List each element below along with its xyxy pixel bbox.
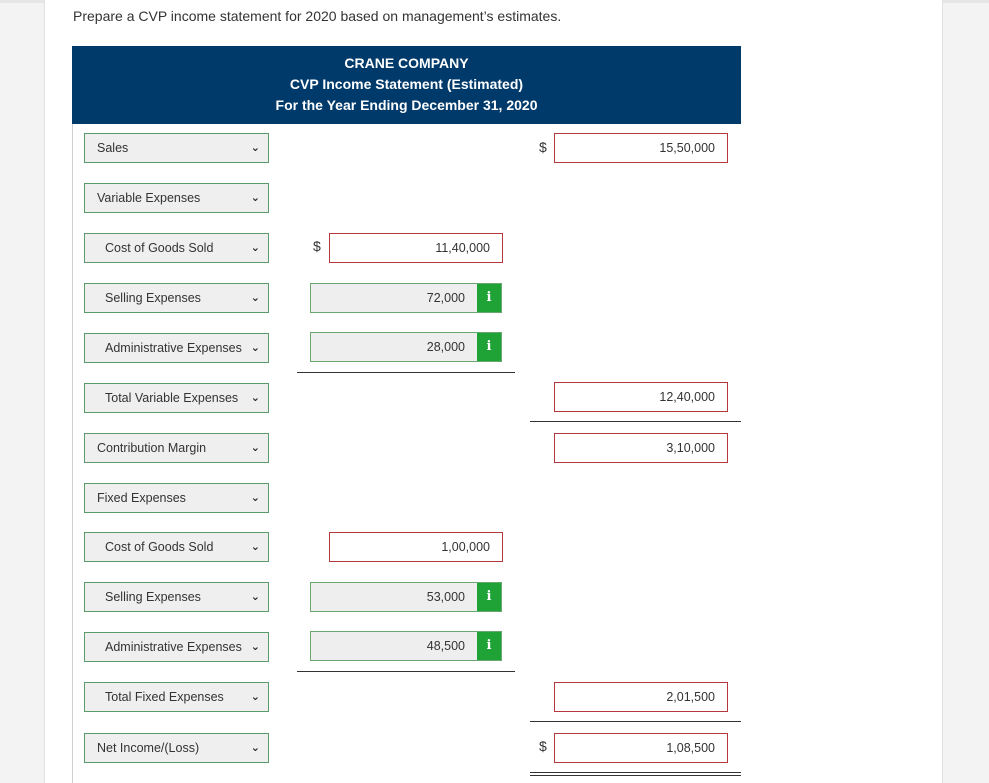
contribution-margin-amount-input[interactable]: 3,10,000 — [554, 433, 728, 463]
total-variable-amount-input[interactable]: 12,40,000 — [554, 382, 728, 412]
info-icon[interactable]: i — [477, 333, 501, 361]
total-underline — [530, 721, 741, 722]
total-variable-label: Total Variable Expenses — [105, 391, 239, 405]
company-name: CRANE COMPANY — [344, 55, 469, 71]
dollar-sign: $ — [539, 139, 547, 155]
double-underline-top — [530, 772, 741, 773]
info-icon[interactable]: i — [477, 583, 501, 611]
chevron-down-icon: ⌄ — [250, 492, 260, 504]
chevron-down-icon: ⌄ — [250, 691, 260, 703]
chevron-down-icon: ⌄ — [250, 742, 260, 754]
chevron-down-icon: ⌄ — [250, 392, 260, 404]
fixed-expenses-label: Fixed Expenses — [97, 491, 186, 505]
chevron-down-icon: ⌄ — [250, 541, 260, 553]
var-selling-label: Selling Expenses — [105, 291, 201, 305]
chevron-down-icon: ⌄ — [250, 591, 260, 603]
var-selling-amount-input[interactable] — [310, 283, 502, 313]
statement-header — [72, 46, 741, 124]
var-cogs-select[interactable] — [84, 233, 269, 263]
fix-admin-select[interactable] — [84, 632, 269, 662]
chevron-down-icon: ⌄ — [250, 292, 260, 304]
var-admin-label: Administrative Expenses — [105, 341, 242, 355]
instruction-text: Prepare a CVP income statement for 2020 based on management’s estimates. — [73, 8, 562, 24]
contribution-margin-label: Contribution Margin — [97, 441, 207, 455]
variable-expenses-select[interactable] — [84, 183, 269, 213]
total-variable-select[interactable] — [84, 383, 269, 413]
chevron-down-icon: ⌄ — [250, 142, 260, 154]
fix-cogs-select[interactable] — [84, 532, 269, 562]
var-cogs-label: Cost of Goods Sold — [105, 241, 214, 255]
double-underline-bottom — [530, 775, 741, 776]
net-income-label: Net Income/(Loss) — [97, 741, 200, 755]
sales-select[interactable] — [84, 133, 269, 163]
chevron-down-icon: ⌄ — [250, 342, 260, 354]
var-cogs-amount-input[interactable]: 11,40,000 — [329, 233, 503, 263]
total-fixed-select[interactable] — [84, 682, 269, 712]
var-selling-amount-value: 72,000 — [426, 291, 465, 305]
info-icon[interactable]: i — [477, 284, 501, 312]
var-admin-amount-value: 28,000 — [426, 340, 465, 354]
total-fixed-label: Total Fixed Expenses — [105, 690, 224, 704]
total-underline — [530, 421, 741, 422]
sales-select-label: Sales — [97, 141, 129, 155]
var-admin-amount-input[interactable] — [310, 332, 502, 362]
variable-expenses-label: Variable Expenses — [97, 191, 201, 205]
fix-admin-amount-input[interactable] — [310, 631, 502, 661]
fix-selling-amount-value: 53,000 — [426, 590, 465, 604]
fix-cogs-amount-input[interactable]: 1,00,000 — [329, 532, 503, 562]
fix-selling-amount-input[interactable] — [310, 582, 502, 612]
var-admin-select[interactable] — [84, 333, 269, 363]
statement-title: CVP Income Statement (Estimated) — [289, 76, 524, 92]
fix-selling-label: Selling Expenses — [105, 590, 201, 604]
net-income-amount-input[interactable]: 1,08,500 — [554, 733, 728, 763]
chevron-down-icon: ⌄ — [250, 641, 260, 653]
contribution-margin-select[interactable] — [84, 433, 269, 463]
net-income-select[interactable] — [84, 733, 269, 763]
statement-period: For the Year Ending December 31, 2020 — [275, 97, 538, 113]
sales-amount-input[interactable]: 15,50,000 — [554, 133, 728, 163]
fixed-expenses-select[interactable] — [84, 483, 269, 513]
subtotal-underline — [297, 372, 515, 373]
dollar-sign: $ — [313, 238, 321, 254]
var-selling-select[interactable] — [84, 283, 269, 313]
subtotal-underline — [297, 671, 515, 672]
total-fixed-amount-input[interactable]: 2,01,500 — [554, 682, 728, 712]
dollar-sign: $ — [539, 738, 547, 754]
fix-cogs-label: Cost of Goods Sold — [105, 540, 214, 554]
chevron-down-icon: ⌄ — [250, 442, 260, 454]
info-icon[interactable]: i — [477, 632, 501, 660]
fix-admin-label: Administrative Expenses — [105, 640, 242, 654]
chevron-down-icon: ⌄ — [250, 242, 260, 254]
fix-selling-select[interactable] — [84, 582, 269, 612]
chevron-down-icon: ⌄ — [250, 192, 260, 204]
fix-admin-amount-value: 48,500 — [426, 639, 465, 653]
